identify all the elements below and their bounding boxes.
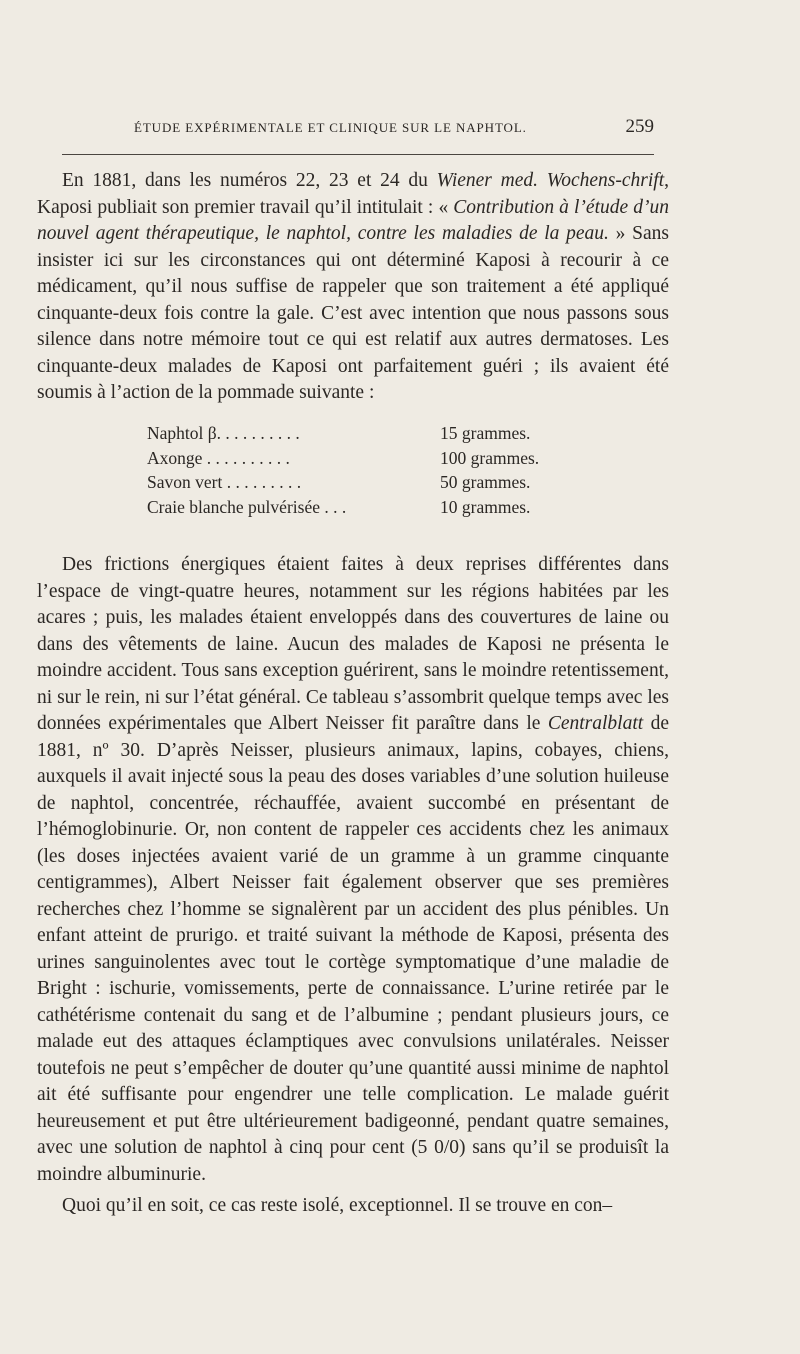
page-number: 259 xyxy=(625,116,654,137)
work-title-contribution: Contribution à l’étude d’un nouvel agent thérapeutique, le naphtol, contre les maladies de la peau. xyxy=(37,196,669,244)
header-rule xyxy=(62,154,654,155)
ingredient-name: Naphtol β. . . . . . . . . . xyxy=(147,423,300,443)
paragraph-kaposi-1881 xyxy=(37,168,669,407)
ingredient-quantity: 10 grammes. xyxy=(440,496,531,517)
ingredient-quantity: 50 grammes. xyxy=(440,472,531,493)
recipe-row xyxy=(147,495,587,520)
recipe-row xyxy=(147,446,587,471)
p1-text-1: En 1881, dans les numéros 22, 23 et 24 du xyxy=(62,170,437,191)
recipe-row xyxy=(147,421,587,446)
paragraph-frictions-neisser xyxy=(37,552,669,1188)
p3-text: Quoi qu’il en soit, ce cas reste isolé, exceptionnel. Il se trouve en con– xyxy=(62,1195,613,1216)
recipe-row xyxy=(147,470,587,495)
journal-title-wiener: Wiener med. Wochens-chrift xyxy=(436,170,665,191)
ingredient-quantity: 100 grammes. xyxy=(440,447,540,468)
paragraph-conclusion xyxy=(37,1193,669,1220)
ingredient-quantity: 15 grammes. xyxy=(440,423,531,443)
p1-text-2: , Kaposi publiait son premier travail qu’il intitulait : « xyxy=(37,170,669,218)
p1-text-3: » Sans insister ici sur les circonstances qui ont déterminé Kaposi à recourir à ce médicament, qu’il nous suffise de rappeler que son traitement a été appliqué cinquante-deux fois contre la gale. C’est avec intention que nous passons sous silence dans notre mémoire tout ce qui est relatif aux autres dermatoses. Les cinquante-deux malades de Kaposi ont parfaitement guéri ; ils avaient été soumis à l’action de la pommade suivante : xyxy=(37,223,669,403)
ointment-recipe xyxy=(147,421,587,519)
p2-text-2: de 1881, nº 30. D’après Neisser, plusieurs animaux, lapins, cobayes, chiens, auxquels il avait injecté sous la peau des doses variables d’une solution huileuse de naphtol, concentrée, réchauffée, avaient succombé en présentant de l’hémoglobinurie. Or, non content de rappeler ces accidents chez les animaux (les doses injectées avaient varié de un gramme à un gramme cinquante centigrammes), Albert Neisser fait également observer que ses premières recherches chez l’homme se signalèrent par un accident des plus pénibles. Un enfant atteint de prurigo. et traité suivant la méthode de Kaposi, présenta des urines sanguinolentes avec tout le cortège symptomatique d’une maladie de Bright : ischurie, vomissements, perte de connaissance. L’urine retirée par le cathétérisme contenait du sang et de l’albumine ; pendant plusieurs jours, ce malade eut des attaques éclamptiques avec convulsions unilatérales. Neisser toutefois ne peut s’empêcher de douter qu’une quantité aussi minime de naphtol ait été suffisante pour engendrer une telle complication. Le malade guérit heureusement et put être ultérieurement badigeonné, pendant quatre semaines, avec une solution de naphtol à cinq pour cent (5 0/0) sans qu’il se produisît la moindre albuminurie. xyxy=(37,713,669,1185)
ingredient-name: Savon vert . . . . . . . . . xyxy=(147,472,302,493)
ingredient-name: Axonge . . . . . . . . . . xyxy=(147,447,290,468)
journal-title-centralblatt: Centralblatt xyxy=(547,713,644,734)
p2-text-1: Des frictions énergiques étaient faites à deux reprises différentes dans l’espace de vingt-quatre heures, notamment sur les régions habitées par les acares ; puis, les malades étaient enveloppés dans des couvertures de laine ou dans des vêtements de laine. Aucun des malades de Kaposi ne présenta le moindre accident. Tous sans exception guérirent, sans le moindre retentissement, ni sur le rein, ni sur l’état général. Ce tableau s’assombrit quelque temps avec les données expérimentales que Albert Neisser fit paraître dans le xyxy=(37,554,669,734)
running-title: ÉTUDE EXPÉRIMENTALE ET CLINIQUE SUR LE NAPHTOL. xyxy=(134,120,527,135)
ingredient-name: Craie blanche pulvérisée . . . xyxy=(147,496,347,517)
